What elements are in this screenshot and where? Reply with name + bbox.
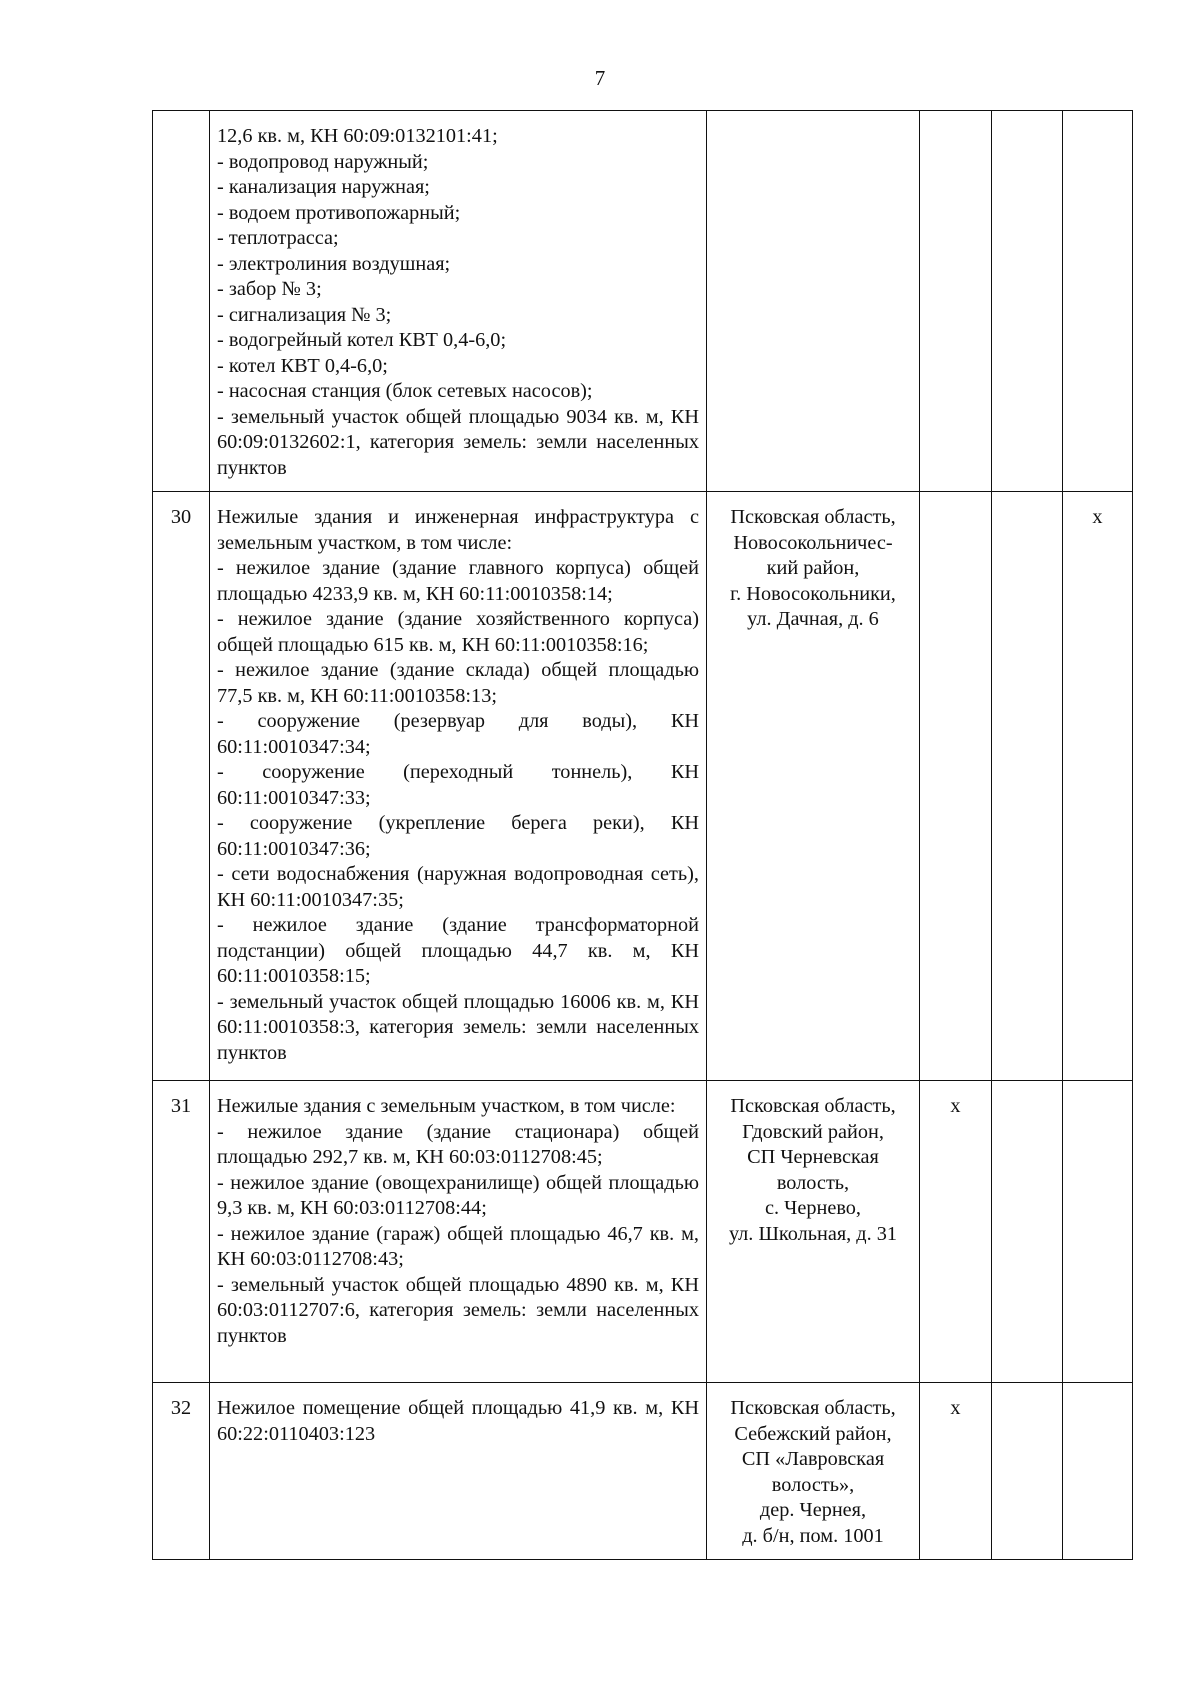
address-line: СП «Лавровская [741, 1448, 885, 1470]
description-line: - нежилое здание (здание хозяйственного корпуса) общей площадью 615 кв. м, КН 60:11:0010358:16; [217, 608, 699, 656]
description-line: - водогрейный котел КВТ 0,4-6,0; [217, 329, 507, 351]
description-line: - сигнализация № 3; [217, 303, 392, 326]
description-line: - водопровод наружный; [217, 150, 429, 173]
address-line: г. Новосокольники, [730, 582, 896, 605]
address-line: Псковская область, [730, 506, 896, 528]
description-line: - забор № 3; [217, 278, 322, 300]
mark-cell-4: х [920, 1383, 992, 1560]
mark-cell-5 [992, 111, 1063, 492]
description-line: - земельный участок общей площадью 4890 кв. м, КН 60:03:0112707:6, категория земель: земли населенных пунктов [217, 1273, 699, 1347]
address-line: ул. Школьная, д. 31 [728, 1222, 898, 1245]
object-description [210, 1383, 707, 1560]
description-line: - нежилое здание (овощехранилище) общей площадью 9,3 кв. м, КН 60:03:0112708:44; [217, 1171, 699, 1219]
description-line: - сооружение (укрепление берега реки), КН 60:11:0010347:36; [217, 812, 699, 860]
mark-cell-6: х [1063, 492, 1133, 1081]
address-line: СП Черневская [747, 1146, 879, 1168]
address-line: дер. Чернея, [759, 1499, 867, 1521]
description-line: Нежилые здания с земельным участком, в том числе: [217, 1095, 676, 1117]
table-row [153, 1383, 1133, 1560]
description-line: - сооружение (резервуар для воды), КН 60:11:0010347:34; [217, 710, 699, 758]
mark-cell-6 [1063, 1383, 1133, 1560]
description-line: - нежилое здание (здание склада) общей площадью 77,5 кв. м, КН 60:11:0010358:13; [217, 659, 699, 707]
description-line: - водоем противопожарный; [217, 201, 461, 224]
mark-cell-6 [1063, 1081, 1133, 1383]
address-line: Гдовский район, [742, 1120, 884, 1143]
address-line: Псковская область, [730, 1397, 896, 1419]
description-line: - сооружение (переходный тоннель), КН 60:11:0010347:33; [217, 761, 699, 809]
mark-cell-6 [1063, 111, 1133, 492]
object-description [210, 492, 707, 1081]
object-description [210, 1081, 707, 1383]
row-number: 32 [153, 1383, 210, 1560]
description-line: 12,6 кв. м, КН 60:09:0132101:41; [217, 125, 498, 147]
row-number: 31 [153, 1081, 210, 1383]
address-line: волость», [771, 1473, 855, 1496]
object-address [707, 492, 920, 1081]
description-line: - котел КВТ 0,4-6,0; [217, 354, 388, 377]
object-address [707, 1081, 920, 1383]
address-line: Новосокольничес- [733, 531, 893, 554]
table-row [153, 111, 1133, 492]
mark-cell-4 [920, 111, 992, 492]
address-line: д. б/н, пом. 1001 [742, 1524, 884, 1547]
mark-cell-5 [992, 1081, 1063, 1383]
description-line: Нежилое помещение общей площадью 41,9 кв. м, КН 60:22:0110403:123 [217, 1397, 699, 1445]
description-line: - канализация наружная; [217, 176, 430, 198]
address-line: Себежский район, [734, 1422, 892, 1445]
description-line: - нежилое здание (здание стационара) общей площадью 292,7 кв. м, КН 60:03:0112708:45; [217, 1120, 699, 1168]
description-line: - земельный участок общей площадью 16006 кв. м, КН 60:11:0010358:3, категория земель: земли населенных пунктов [217, 990, 699, 1064]
address-line: кий район, [766, 557, 860, 579]
address-line: Псковская область, [730, 1095, 896, 1117]
mark-cell-5 [992, 492, 1063, 1081]
address-line: волость, [776, 1171, 850, 1194]
description-line: - земельный участок общей площадью 9034 кв. м, КН 60:09:0132602:1, категория земель: земли населенных пунктов [217, 405, 699, 479]
description-line: Нежилые здания и инженерная инфраструктура с земельным участком, в том числе: [217, 506, 699, 554]
description-line: - электролиния воздушная; [217, 252, 451, 275]
description-line: - сети водоснабжения (наружная водопроводная сеть), КН 60:11:0010347:35; [217, 863, 699, 911]
description-line: - нежилое здание (здание трансформаторной подстанции) общей площадью 44,7 кв. м, КН 60:11:0010358:15; [217, 914, 699, 987]
description-line: - насосная станция (блок сетевых насосов); [217, 380, 593, 402]
address-line: ул. Дачная, д. 6 [747, 608, 879, 630]
mark-cell-4 [920, 492, 992, 1081]
mark-cell-5 [992, 1383, 1063, 1560]
object-address [707, 1383, 920, 1560]
description-line: - теплотрасса; [217, 227, 339, 249]
property-table-body [153, 111, 1133, 1560]
table-row [153, 1081, 1133, 1383]
page-number: 7 [594, 66, 606, 90]
property-table [152, 110, 1133, 1560]
row-number: 30 [153, 492, 210, 1081]
mark-cell-4: х [920, 1081, 992, 1383]
object-address [707, 111, 920, 492]
object-description [210, 111, 707, 492]
description-line: - нежилое здание (гараж) общей площадью 46,7 кв. м, КН 60:03:0112708:43; [217, 1222, 699, 1270]
description-line: - нежилое здание (здание главного корпуса) общей площадью 4233,9 кв. м, КН 60:11:0010358:14; [217, 557, 699, 605]
table-row [153, 492, 1133, 1081]
row-number [153, 111, 210, 492]
address-line: с. Чернево, [765, 1197, 861, 1219]
